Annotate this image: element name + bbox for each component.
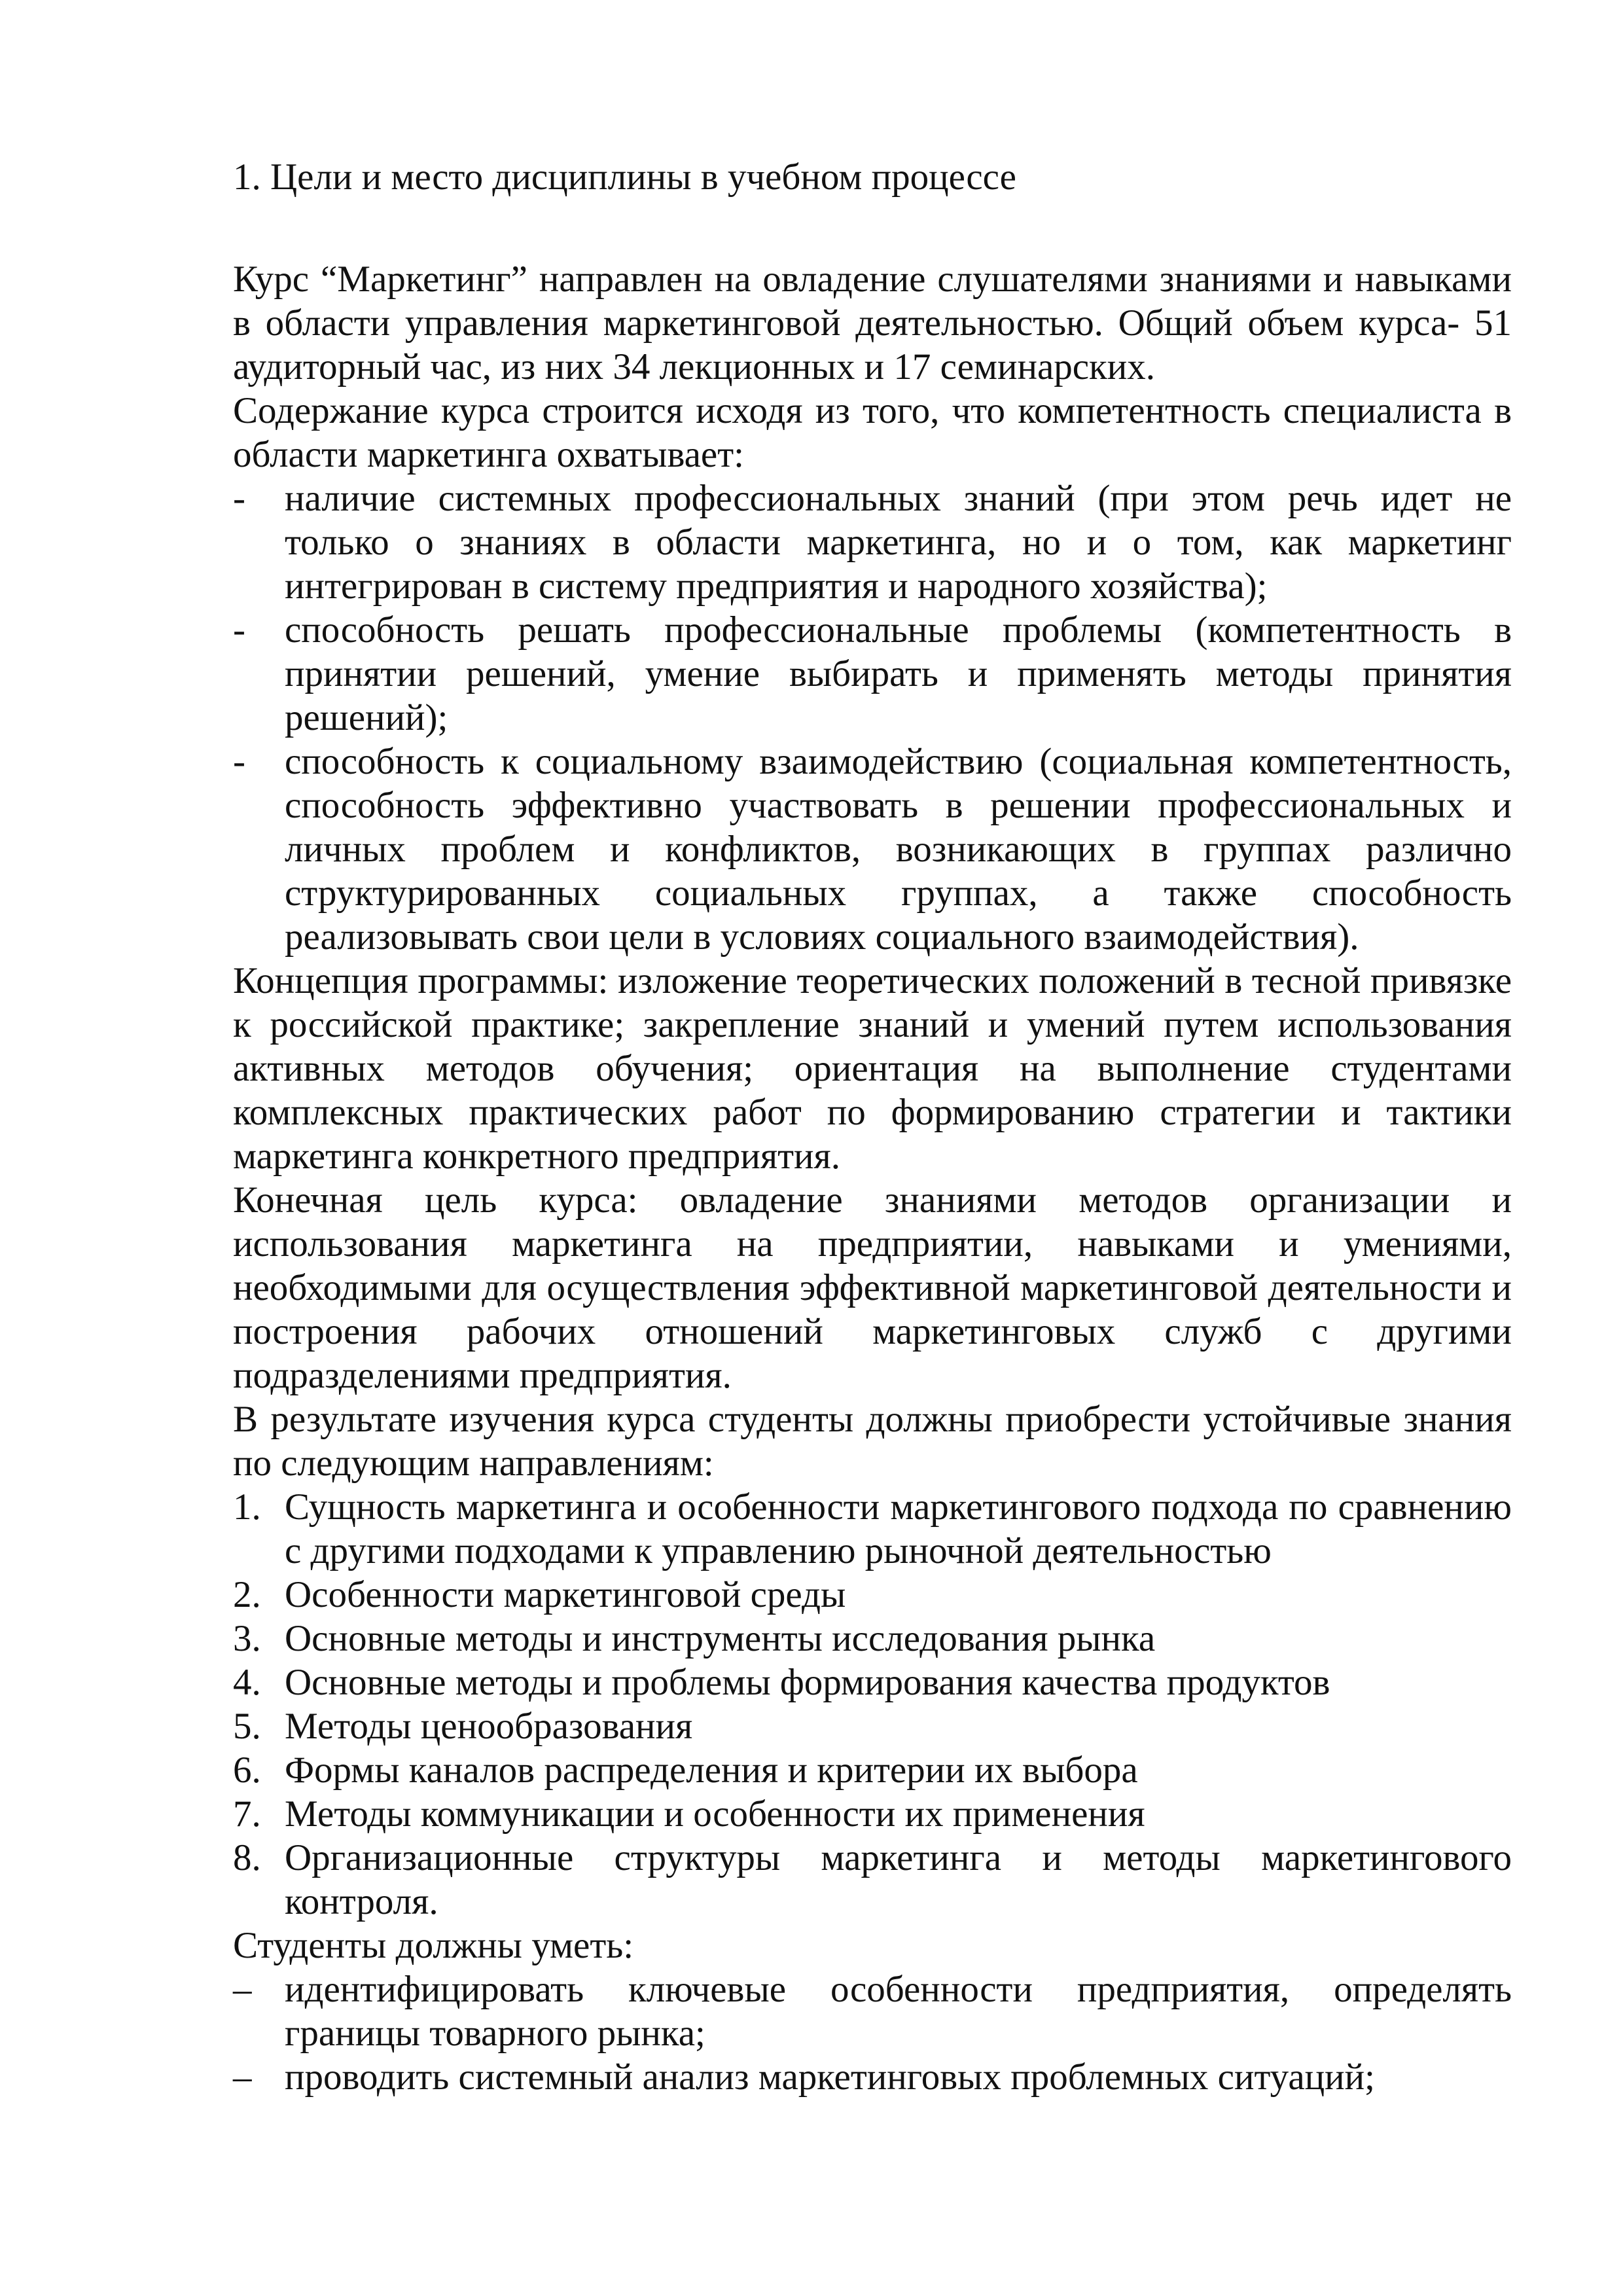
dash-marker: - bbox=[233, 478, 245, 519]
list-item-text: Методы ценообразования bbox=[285, 1706, 693, 1747]
content-basis-paragraph: Содержание курса строится исходя из того, что компетентность специалиста в области маркетинга охватывает: bbox=[233, 390, 1512, 475]
number-marker: 7. bbox=[233, 1793, 261, 1835]
list-item-text: проводить системный анализ маркетинговых проблемных ситуаций; bbox=[285, 2056, 1375, 2098]
list-item bbox=[233, 608, 1512, 740]
list-item bbox=[233, 1485, 1512, 1573]
number-marker: 4. bbox=[233, 1662, 261, 1703]
skills-list bbox=[233, 1967, 1512, 2099]
number-marker: 1. bbox=[233, 1486, 261, 1528]
list-item bbox=[233, 1748, 1512, 1792]
list-item-text: идентифицировать ключевые особенности предприятия, определять границы товарного рынка; bbox=[285, 1969, 1512, 2054]
dash-marker: – bbox=[233, 1969, 252, 2010]
dash-marker: - bbox=[233, 609, 245, 651]
list-item bbox=[233, 2055, 1512, 2099]
results-paragraph: В результате изучения курса студенты должны приобрести устойчивые знания по следующим направлениям: bbox=[233, 1399, 1512, 1484]
document-body bbox=[233, 155, 1512, 2099]
skills-intro-paragraph: Студенты должны уметь: bbox=[233, 1925, 634, 1966]
dash-marker: – bbox=[233, 2056, 252, 2098]
list-item-text: Формы каналов распределения и критерии их выбора bbox=[285, 1749, 1138, 1791]
section-heading: 1. Цели и место дисциплины в учебном процессе bbox=[233, 156, 1016, 198]
number-marker: 5. bbox=[233, 1706, 261, 1747]
list-item-text: Организационные структуры маркетинга и методы маркетингового контроля. bbox=[285, 1837, 1512, 1922]
list-item bbox=[233, 1573, 1512, 1617]
goal-paragraph: Конечная цель курса: овладение знаниями методов организации и использования маркетинга на предприятии, навыками и умениями, необходимыми для осуществления эффективной маркетинговой деятельности и построения рабочих отношений маркетинговых служб с другими подразделениями предприятия. bbox=[233, 1179, 1512, 1396]
number-marker: 3. bbox=[233, 1618, 261, 1659]
number-marker: 6. bbox=[233, 1749, 261, 1791]
number-marker: 2. bbox=[233, 1574, 261, 1615]
knowledge-list bbox=[233, 1485, 1512, 1924]
list-item-text: наличие системных профессиональных знаний (при этом речь идет не только о знаниях в области маркетинга, но и о том, как маркетинг интегрирован в систему предприятия и народного хозяйства); bbox=[285, 478, 1512, 607]
competence-list bbox=[233, 476, 1512, 959]
intro-paragraph: Курс “Маркетинг” направлен на овладение слушателями знаниями и навыками в области управления маркетинговой деятельностью. Общий объем курса- 51 аудиторный час, из них 34 лекционных и 17 семинарских. bbox=[233, 259, 1512, 387]
list-item-text: Основные методы и инструменты исследования рынка bbox=[285, 1618, 1156, 1659]
list-item-text: Методы коммуникации и особенности их применения bbox=[285, 1793, 1145, 1835]
list-item bbox=[233, 1617, 1512, 1660]
list-item bbox=[233, 1836, 1512, 1924]
dash-marker: - bbox=[233, 741, 245, 782]
list-item bbox=[233, 476, 1512, 608]
list-item-text: Особенности маркетинговой среды bbox=[285, 1574, 846, 1615]
list-item-text: Основные методы и проблемы формирования качества продуктов bbox=[285, 1662, 1330, 1703]
list-item bbox=[233, 1967, 1512, 2055]
list-item bbox=[233, 1792, 1512, 1836]
list-item bbox=[233, 1704, 1512, 1748]
list-item-text: Сущность маркетинга и особенности маркетингового подхода по сравнению с другими подходами к управлению рыночной деятельностью bbox=[285, 1486, 1512, 1571]
list-item-text: способность к социальному взаимодействию (социальная компетентность, способность эффективно участвовать в решении профессиональных и личных проблем и конфликтов, возникающих в группах различно структурированных социальных группах, а также способность реализовывать свои цели в условиях социального взаимодействия). bbox=[285, 741, 1512, 958]
list-item-text: способность решать профессиональные проблемы (компетентность в принятии решений, умение выбирать и применять методы принятия решений); bbox=[285, 609, 1512, 738]
list-item bbox=[233, 740, 1512, 959]
concept-paragraph: Концепция программы: изложение теоретических положений в тесной привязке к российской практике; закрепление знаний и умений путем использования активных методов обучения; ориентация на выполнение студентами комплексных практических работ по формированию стратегии и тактики маркетинга конкретного предприятия. bbox=[233, 960, 1512, 1177]
list-item bbox=[233, 1660, 1512, 1704]
number-marker: 8. bbox=[233, 1837, 261, 1878]
